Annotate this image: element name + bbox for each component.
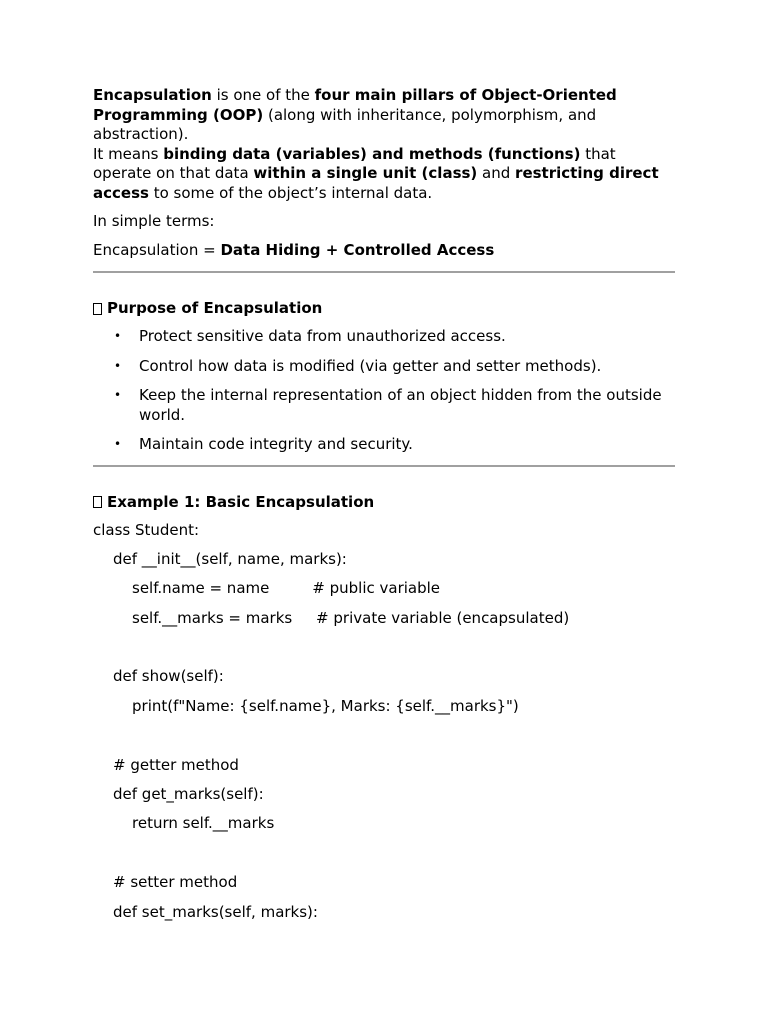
definition-text: to some of the object’s internal data. — [148, 183, 433, 202]
code-line: class Student: — [93, 520, 200, 539]
code-line: def set_marks(self, marks): — [113, 902, 318, 921]
formula-lhs: Encapsulation = — [93, 240, 221, 259]
example-heading-text: Example 1: Basic Encapsulation — [107, 492, 375, 511]
purpose-heading — [93, 299, 675, 318]
example-heading — [93, 493, 675, 512]
divider — [93, 465, 675, 467]
intro-text: is one of the — [211, 86, 315, 104]
intro-paragraph — [93, 86, 675, 145]
single-unit-text: within a single unit (class) — [253, 164, 478, 182]
binding-text: binding data (variables) and methods (functions) — [163, 144, 581, 163]
code-line: def show(self): — [113, 667, 224, 686]
definition-paragraph — [93, 145, 675, 204]
definition-text: It means — [93, 144, 164, 163]
code-line — [93, 638, 675, 657]
list-item — [93, 357, 675, 377]
code-line: def get_marks(self): — [113, 785, 264, 804]
bullet-icon: • — [114, 358, 122, 373]
missing-glyph-icon — [93, 496, 102, 508]
code-line: print(f"Name: {self.name}, Marks: {self.__marks}") — [132, 696, 519, 715]
term-encapsulation: Encapsulation — [93, 86, 212, 104]
simple-terms-label: In simple terms: — [93, 212, 215, 230]
code-line: return self.__marks — [132, 814, 275, 833]
definition-text: and — [477, 164, 516, 182]
list-item-text: Control how data is modified (via getter and setter methods). — [139, 356, 602, 375]
list-item — [93, 435, 675, 455]
definition-text: that operate on that data — [93, 144, 616, 182]
intro-text: (along with inheritance, polymorphism, and abstraction). — [93, 105, 597, 143]
list-item-text: Maintain code integrity and security. — [139, 435, 413, 453]
purpose-list — [93, 327, 675, 455]
pillars-text: four main pillars of Object-Oriented Programming (OOP) — [93, 86, 617, 124]
restricting-text: restricting direct access — [93, 164, 659, 202]
list-item — [93, 386, 675, 425]
formula-rhs: Data Hiding + Controlled Access — [220, 240, 495, 259]
code-line: # setter method — [113, 873, 238, 892]
code-line: def __init__(self, name, marks): — [113, 549, 347, 568]
code-example — [93, 521, 675, 922]
missing-glyph-icon — [93, 303, 102, 315]
document-page — [93, 86, 675, 932]
list-item-text: Keep the internal representation of an object hidden from the outside world. — [139, 386, 662, 424]
code-line — [93, 726, 675, 745]
bullet-icon: • — [114, 329, 122, 343]
code-line: # getter method — [113, 755, 239, 774]
bullet-icon: • — [114, 388, 122, 402]
bullet-icon: • — [114, 437, 122, 451]
divider — [93, 271, 675, 273]
code-line: self.__marks = marks # private variable (encapsulated) — [132, 608, 570, 627]
purpose-heading-text: Purpose of Encapsulation — [107, 299, 323, 317]
code-line — [93, 844, 675, 863]
list-item — [93, 327, 675, 347]
encapsulation-formula — [93, 241, 675, 261]
list-item-text: Protect sensitive data from unauthorized access. — [139, 327, 506, 345]
code-line: self.name = name # public variable — [132, 579, 441, 598]
